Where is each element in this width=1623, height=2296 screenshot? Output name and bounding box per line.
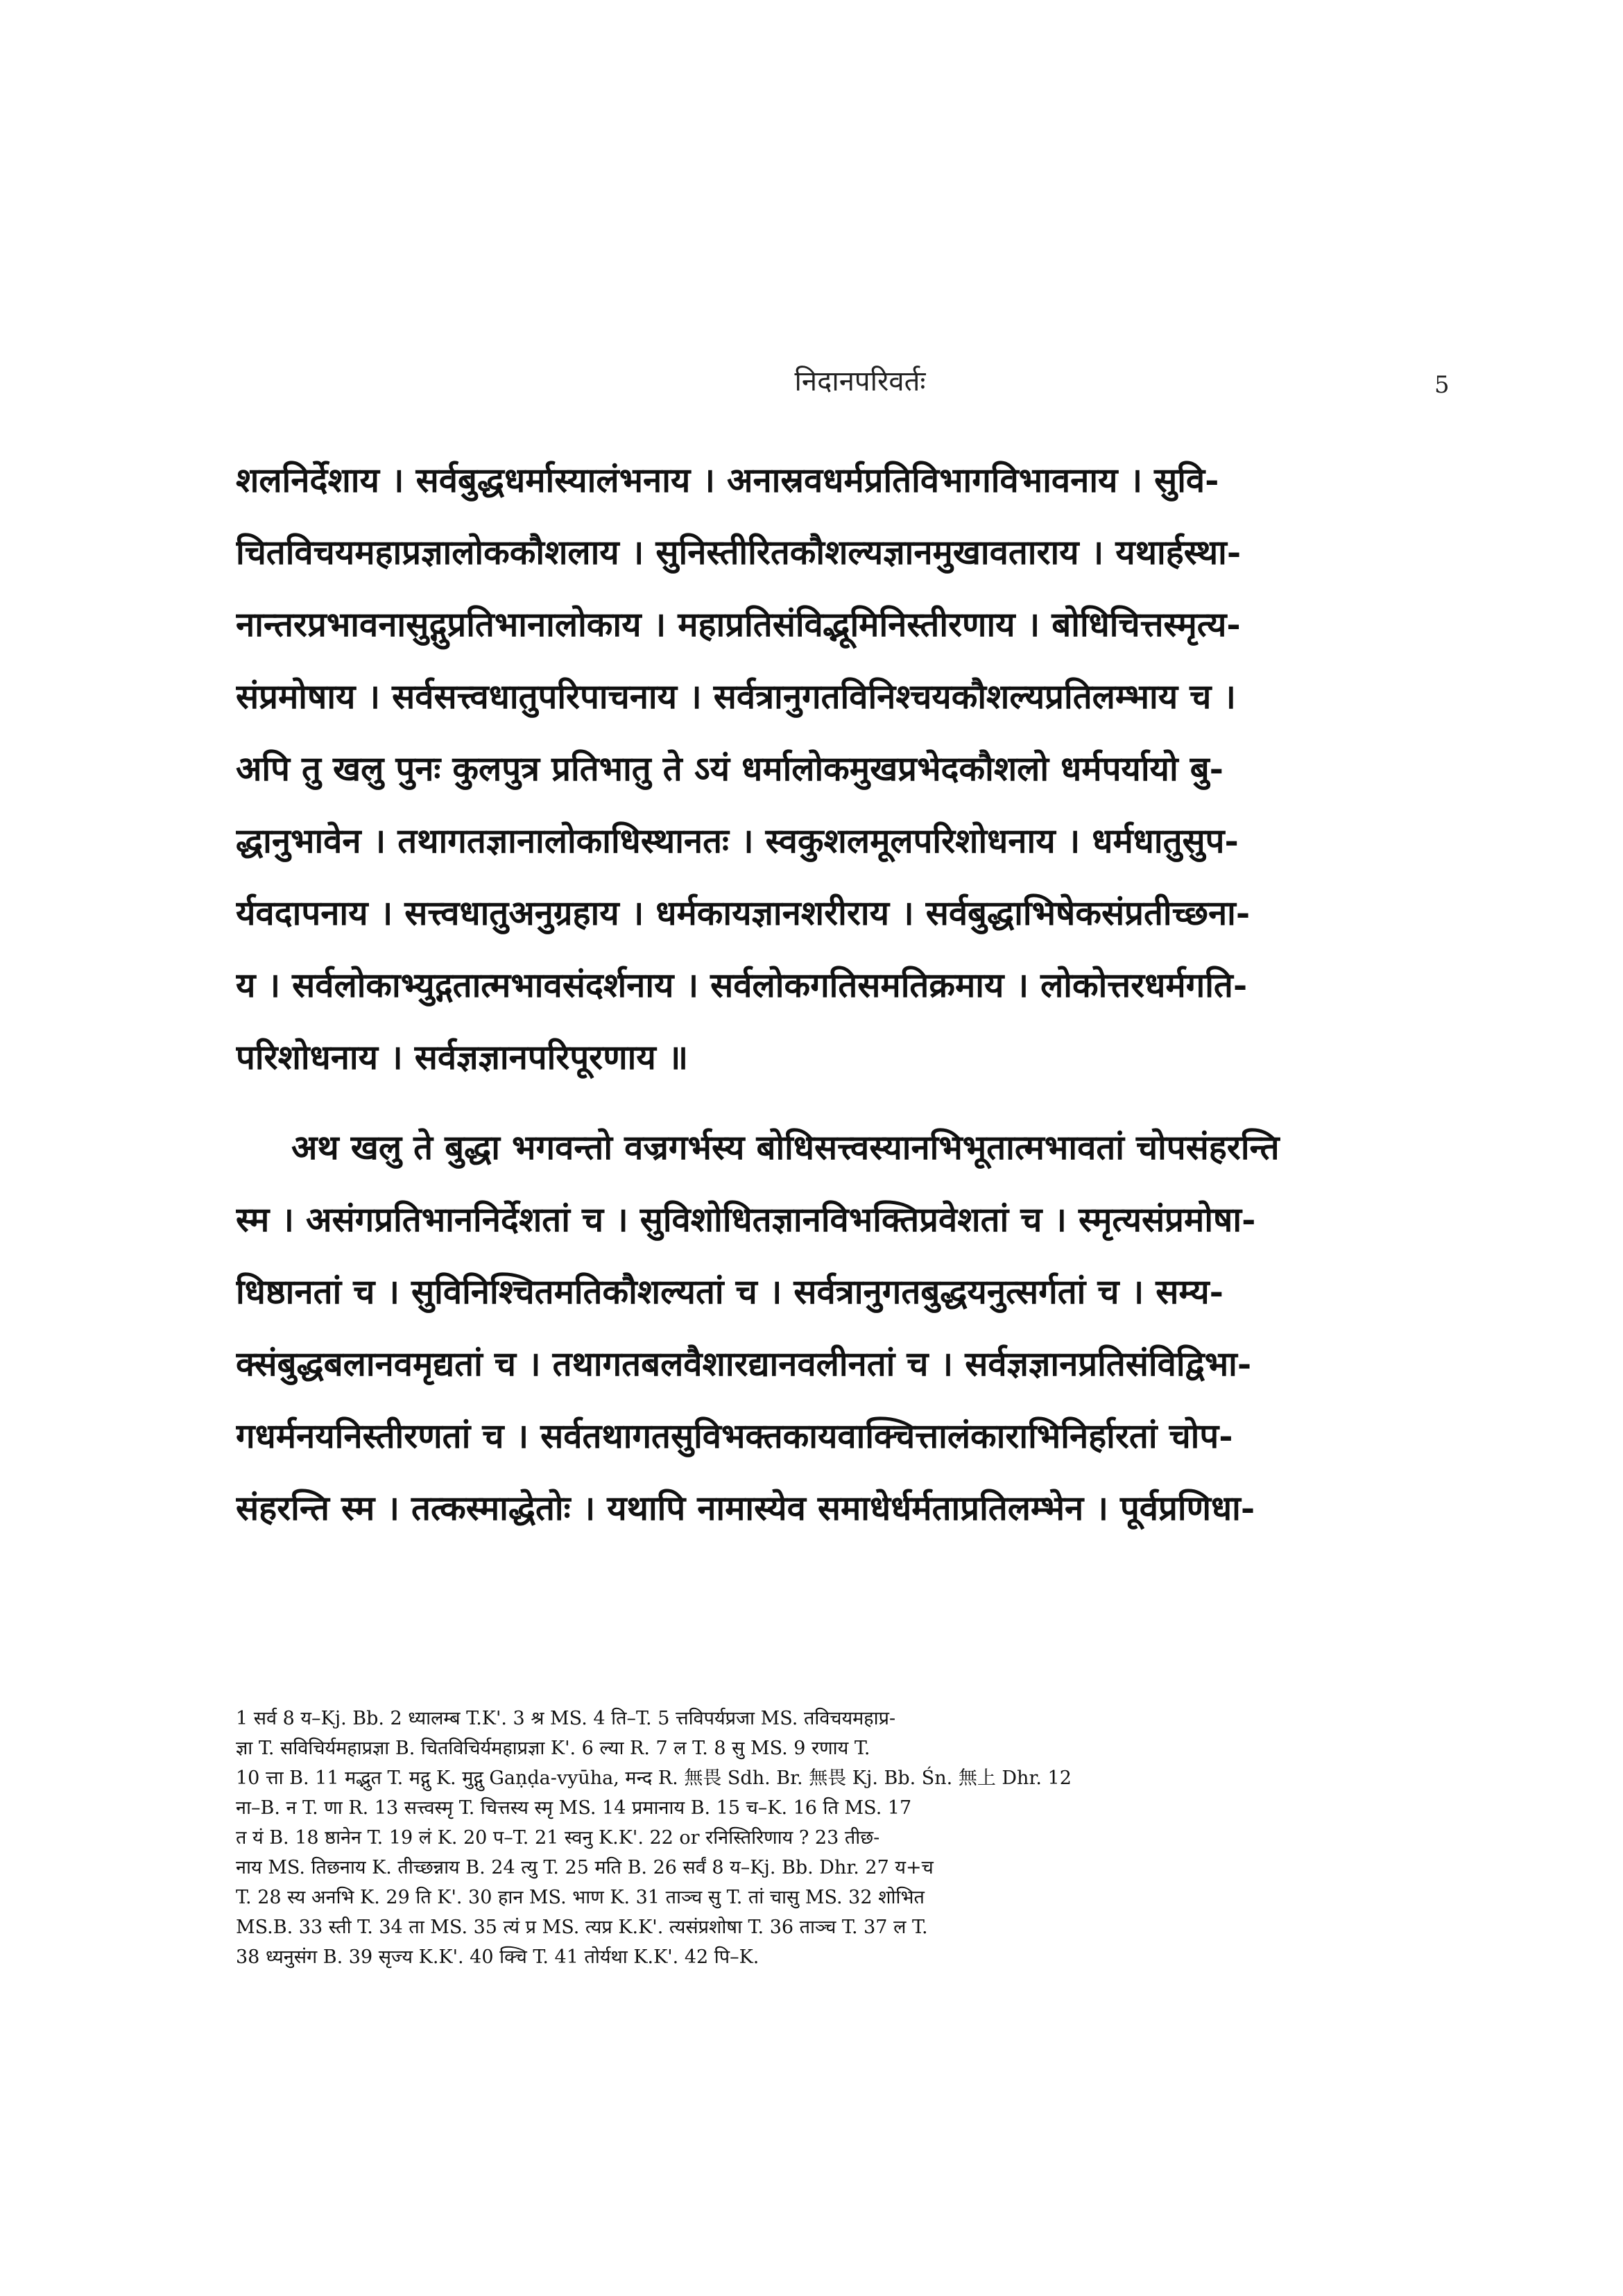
footnote-line: ज्ञा T. सविचिर्यमहाप्रज्ञा B. चितविचिर्यमहाप्रज्ञा K'. 6 ल्या R. 7 ल T. 8 सु MS. 9 रणाय T. [236,1738,870,1759]
footnote-line: MS.B. 33 स्ती T. 34 ता MS. 35 त्यं प्र MS. त्यप्र K.K'. त्यसंप्रशोषा T. 36 ताञ्च T. 37 ल T. [236,1917,928,1938]
page-number: 5 [1434,371,1450,399]
footnote-line: त यं B. 18 ष्ठानेन T. 19 लं K. 20 प–T. 21 स्वनु K.K'. 22 or रनिस्तिरिणाय ? 23 तीछ- [236,1827,880,1849]
text-line: गधर्मनयनिस्तीरणतां च । सर्वतथागतसुविभक्तकायवाक्चित्तालंकाराभिनिर्हारतां चोप- [236,1416,1233,1456]
text-line: संहरन्ति स्म । तत्कस्माद्धेतोः । यथापि नामास्येव समाधेर्धर्मताप्रतिलम्भेन । पूर्वप्रणिधा- [236,1488,1255,1528]
text-line: स्म । असंगप्रतिभाननिर्देशतां च । सुविशोधितज्ञानविभक्तिप्रवेशतां च । स्मृत्यसंप्रमोषा- [236,1199,1256,1240]
footnote-line: ना–B. न T. णा R. 13 सत्त्वस्मृ T. चित्तस्य स्मृ MS. 14 प्रमानाय B. 15 च–K. 16 ति MS. 17 [236,1797,912,1819]
text-line: द्धानुभावेन । तथागतज्ञानालोकाधिस्थानतः । स्वकुशलमूलपरिशोधनाय । धर्मधातुसुप- [236,821,1239,861]
paragraph-first-line: अथ खलु ते बुद्धा भगवन्तो वज्रगर्भस्य बोधिसत्त्वस्यानभिभूतात्मभावतां चोपसंहरन्ति [291,1127,1280,1167]
footnotes [236,1704,1443,1972]
main-text [236,444,1443,1544]
text-line: अपि तु खलु पुनः कुलपुत्र प्रतिभातु ते ऽयं धर्मालोकमुखप्रभेदकौशलो धर्मपर्यायो बु- [236,748,1224,789]
text-line: धिष्ठानतां च । सुविनिश्चितमतिकौशल्यतां च । सर्वत्रानुगतबुद्धयनुत्सर्गतां च । सम्य- [236,1271,1224,1312]
text-line: क्संबुद्धबलानवमृद्यतां च । तथागतबलवैशारद्यानवलीनतां च । सर्वज्ञज्ञानप्रतिसंविद्विभा- [236,1344,1252,1384]
text-line: परिशोधनाय । सर्वज्ञज्ञानपरिपूरणाय ॥ [236,1037,689,1077]
text-line: र्यवदापनाय । सत्त्वधातुअनुग्रहाय । धर्मकायज्ञानशरीराय । सर्वबुद्धाभिषेकसंप्रतीच्छना- [236,893,1251,933]
running-title: निदानपरिवर्तः [794,366,926,397]
footnote-line: नाय MS. तिछनाय K. तीच्छन्नाय B. 24 त्यु T. 25 मति B. 26 सर्वं 8 य–Kj. Bb. Dhr. 27 य+च [236,1857,934,1878]
text-line: नान्तरप्रभावनासुद्गुप्रतिभानालोकाय । महाप्रतिसंविद्भूमिनिस्तीरणाय । बोधिचित्तस्मृत्य- [236,604,1241,644]
footnote-line: 1 सर्व 8 य–Kj. Bb. 2 ध्यालम्ब T.K'. 3 श्र MS. 4 ति–T. 5 त्तविपर्यप्रजा MS. तविचयमहाप्र- [236,1708,896,1729]
footnote-line: 10 त्ता B. 11 मद्भुत T. मद्गु K. मुद्गु Gaṇḍa-vyūha, मन्द R. 無畏 Sdh. Br. 無畏 Kj. Bb. Śn. 無上 Dhr. 12 [236,1767,1072,1789]
footnote-line: T. 28 स्य अनभि K. 29 ति K'. 30 हान MS. भाण K. 31 ताञ्च सु T. तां चासु MS. 32 शोभित [236,1887,925,1908]
text-line: य । सर्वलोकाभ्युद्गतात्मभावसंदर्शनाय । सर्वलोकगतिसमतिक्रमाय । लोकोत्तरधर्मगति- [236,965,1248,1005]
text-line: संप्रमोषाय । सर्वसत्त्वधातुपरिपाचनाय । सर्वत्रानुगतविनिश्चयकौशल्यप्रतिलम्भाय च । [236,676,1236,717]
footnote-line: 38 ध्यनुसंग B. 39 सृज्य K.K'. 40 क्चि T. 41 तोर्यथा K.K'. 42 पि–K. [236,1946,759,1968]
text-line: शलनिर्देशाय । सर्वबुद्धधर्मास्यालंभनाय । अनास्रवधर्मप्रतिविभागविभावनाय । सुवि- [236,460,1219,500]
text-line: चितविचयमहाप्रज्ञालोककौशलाय । सुनिस्तीरितकौशल्यज्ञानमुखावताराय । यथार्हस्था- [236,532,1242,572]
